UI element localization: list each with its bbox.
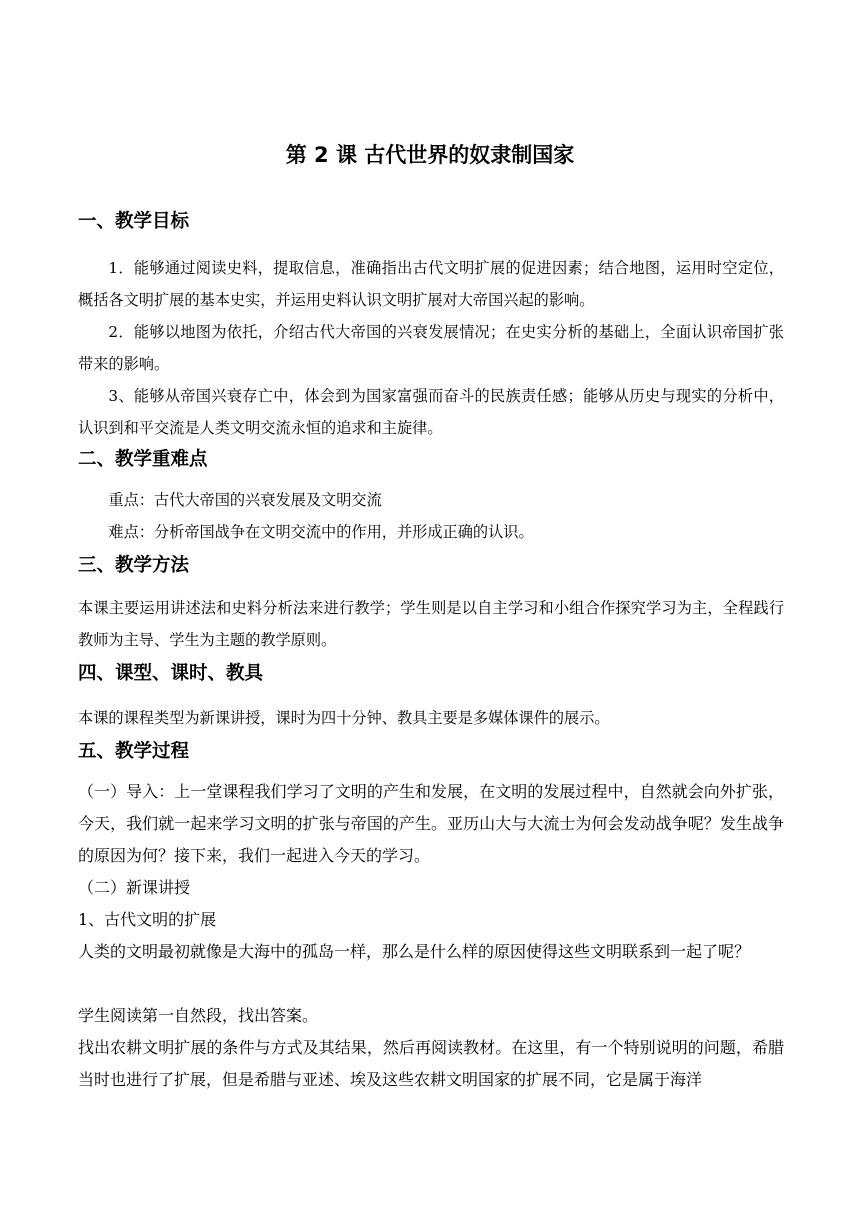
section-heading-objectives: 一、教学目标 bbox=[78, 211, 190, 232]
process-paragraph-2: 学生阅读第一自然段，找出答案。 bbox=[78, 1006, 319, 1025]
key-point: 重点：古代大帝国的兴衰发展及文明交流 bbox=[108, 491, 382, 509]
process-paragraph-3: 找出农耕文明扩展的条件与方式及其结果，然后再阅读教材。在这里，有一个特别说明的问题，希腊当时也进行了扩展，但是希腊与亚述、埃及这些农耕文明国家的扩展不同，它是属于海洋 bbox=[78, 1038, 784, 1089]
objective-item-1: 1．能够通过阅读史料，提取信息，准确指出古代文明扩展的促进因素；结合地图，运用时空定位，概括各文明扩展的基本史实，并运用史料认识文明扩展对大帝国兴起的影响。 bbox=[78, 259, 784, 309]
section-heading-process: 五、教学过程 bbox=[78, 741, 190, 762]
process-subheading-new-lesson: （二）新课讲授 bbox=[78, 878, 191, 897]
methods-text: 本课主要运用讲述法和史料分析法来进行教学；学生则是以自主学习和小组合作探究学习为主，全程践行教师为主导、学生为主题的教学原则。 bbox=[78, 599, 784, 649]
section-heading-methods: 三、教学方法 bbox=[78, 555, 190, 576]
process-intro: （一）导入：上一堂课程我们学习了文明的产生和发展，在文明的发展过程中，自然就会向外扩张，今天，我们就一起来学习文明的扩张与帝国的产生。亚历山大与大流士为何会发动战争呢？发生战争的原因为何？接下来，我们一起进入今天的学习。 bbox=[78, 782, 784, 865]
section-heading-lesson-type: 四、课型、课时、教具 bbox=[78, 663, 264, 684]
objective-item-3: 3、能够从帝国兴衰存亡中，体会到为国家富强而奋斗的民族责任感；能够从历史与现实的分析中，认识到和平交流是人类文明交流永恒的追求和主旋律。 bbox=[78, 387, 784, 437]
objective-item-2: 2．能够以地图为依托，介绍古代大帝国的兴衰发展情况；在史实分析的基础上，全面认识帝国扩张带来的影响。 bbox=[78, 323, 784, 373]
difficult-point: 难点：分析帝国战争在文明交流中的作用，并形成正确的认识。 bbox=[108, 523, 534, 541]
process-topic-1: 1、古代文明的扩展 bbox=[78, 910, 217, 929]
process-paragraph-1: 人类的文明最初就像是大海中的孤岛一样，那么是什么样的原因使得这些文明联系到一起了呢？ bbox=[78, 942, 751, 961]
lesson-type-text: 本课的课程类型为新课讲授，课时为四十分钟、教具主要是多媒体课件的展示。 bbox=[78, 709, 610, 727]
page-title: 第 2 课 古代世界的奴隶制国家 bbox=[285, 143, 575, 167]
section-heading-key-points: 二、教学重难点 bbox=[78, 449, 208, 470]
